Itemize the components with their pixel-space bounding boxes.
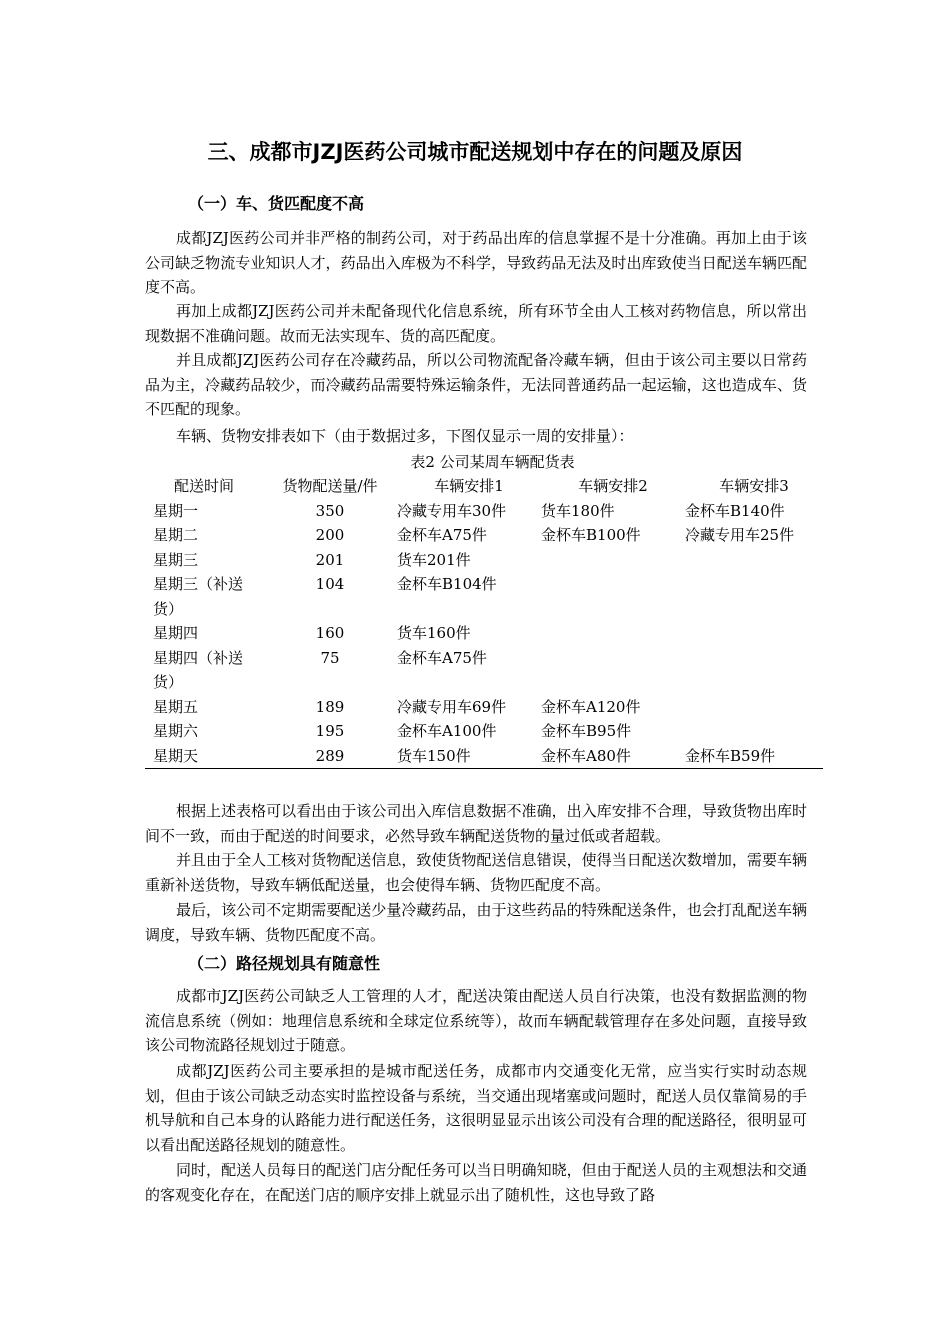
section-heading-2: （二）路径规划具有随意性	[188, 954, 381, 973]
cell-quantity: 289	[315, 746, 345, 765]
column-header: 货物配送量/件	[282, 477, 378, 495]
cell-vehicle-3: 金杯车B140件	[685, 501, 785, 520]
paragraph: 最后，该公司不定期需要配送少量冷藏药品，由于这些药品的特殊配送条件，也会打乱配送车辆调度，导致车辆、货物匹配度不高。	[145, 901, 807, 944]
column-header: 车辆安排3	[719, 477, 789, 495]
cell-vehicle-1: 金杯车A75件	[397, 526, 487, 544]
vehicle-cargo-table	[145, 474, 823, 769]
cell-day: 星期三	[153, 550, 199, 569]
table-row	[145, 572, 823, 621]
table-row	[145, 621, 823, 646]
cell-vehicle-1: 货车201件	[397, 550, 471, 569]
cell-quantity: 160	[315, 624, 345, 642]
cell-vehicle-2	[541, 572, 685, 621]
cell-vehicle-2	[541, 621, 685, 646]
cell-day: 星期四	[153, 624, 199, 642]
cell-vehicle-1: 冷藏专用车69件	[397, 697, 507, 716]
cell-quantity: 189	[315, 697, 345, 716]
paragraph: 并且成都JZJ医药公司存在冷藏药品，所以公司物流配备冷藏车辆，但由于该公司主要以日常药品为主，冷藏药品较少，而冷藏药品需要特殊运输条件，无法同普通药品一起运输，这也造成车、货不匹配的现象。	[145, 351, 807, 418]
paragraph: 同时，配送人员每日的配送门店分配任务可以当日明确知晓，但由于配送人员的主观想法和交通的客观变化存在，在配送门店的顺序安排上就显示出了随机性，这也导致了路	[145, 1161, 807, 1204]
cell-day: 星期天	[153, 746, 199, 765]
cell-quantity: 75	[320, 648, 340, 667]
table-header-row	[145, 474, 823, 499]
cell-vehicle-3: 冷藏专用车25件	[685, 526, 795, 544]
paragraph: 成都市JZJ医药公司缺乏人工管理的人才，配送决策由配送人员自行决策，也没有数据监测的物流信息系统（例如：地理信息系统和全球定位系统等），故而车辆配载管理存在多处问题，直接导致该公司物流路径规划过于随意。	[145, 987, 807, 1054]
cell-day: 星期一	[153, 501, 199, 520]
cell-vehicle-2: 金杯车A120件	[541, 697, 641, 716]
cell-quantity: 195	[315, 722, 345, 740]
column-header: 配送时间	[173, 477, 234, 495]
cell-vehicle-1: 货车160件	[397, 624, 471, 642]
cell-vehicle-3	[685, 548, 823, 573]
paragraph: 成都JZJ医药公司主要承担的是城市配送任务，成都市内交通变化无常，应当实行实时动态规划，但由于该公司缺乏动态实时监控设备与系统，当交通出现堵塞或问题时，配送人员仅靠简易的手机导航和自己本身的认路能力进行配送任务，这很明显显示出该公司没有合理的配送路径，很明显可以看出配送路径规划的随意性。	[145, 1062, 807, 1154]
cell-day: 星期二	[153, 526, 199, 544]
cell-vehicle-1: 金杯车B104件	[397, 575, 497, 593]
cell-vehicle-1: 金杯车A75件	[397, 648, 487, 667]
paragraph: 成都JZJ医药公司并非严格的制药公司，对于药品出库的信息掌握不是十分准确。再加上由于该公司缺乏物流专业知识人才，药品出入库极为不科学，导致药品无法及时出库致使当日配送车辆匹配度不高。	[145, 229, 807, 296]
paragraph: 根据上述表格可以看出由于该公司出入库信息数据不准确，出入库安排不合理，导致货物出库时间不一致，而由于配送的时间要求，必然导致车辆配送货物的量过低或者超载。	[145, 802, 807, 845]
cell-vehicle-3	[685, 646, 823, 695]
column-header: 车辆安排1	[434, 477, 504, 495]
cell-vehicle-2: 金杯车B100件	[541, 526, 641, 544]
cell-vehicle-2: 金杯车A80件	[541, 746, 631, 765]
cell-vehicle-2: 货车180件	[541, 501, 615, 520]
cell-vehicle-3	[685, 572, 823, 621]
table-row	[145, 548, 823, 573]
cell-quantity: 201	[315, 550, 345, 569]
table-row	[145, 695, 823, 720]
cell-vehicle-3	[685, 719, 823, 744]
cell-vehicle-2	[541, 646, 685, 695]
page-title: 三、成都市JZJ医药公司城市配送规划中存在的问题及原因	[207, 140, 743, 164]
cell-vehicle-1: 冷藏专用车30件	[397, 501, 507, 520]
cell-vehicle-3	[685, 695, 823, 720]
cell-day: 星期四（补送货）	[153, 648, 244, 691]
section-heading-1: （一）车、货匹配度不高	[188, 194, 365, 213]
cell-day: 星期五	[153, 697, 199, 716]
table-row	[145, 499, 823, 524]
cell-quantity: 350	[315, 501, 345, 520]
table-caption: 表2 公司某周车辆配货表	[410, 453, 575, 471]
table-row	[145, 719, 823, 744]
cell-vehicle-2: 金杯车B95件	[541, 722, 632, 740]
table-row	[145, 523, 823, 548]
paragraph: 并且由于全人工核对货物配送信息，致使货物配送信息错误，使得当日配送次数增加，需要车辆重新补送货物，导致车辆低配送量，也会使得车辆、货物匹配度不高。	[145, 851, 807, 894]
table-row	[145, 646, 823, 695]
cell-quantity: 104	[315, 575, 345, 593]
cell-day: 星期三（补送货）	[153, 575, 244, 618]
cell-vehicle-3	[685, 621, 823, 646]
cell-quantity: 200	[315, 526, 345, 544]
cell-day: 星期六	[153, 722, 199, 740]
paragraph: 车辆、货物安排表如下（由于数据过多，下图仅显示一周的安排量）：	[176, 427, 634, 445]
column-header: 车辆安排2	[578, 477, 648, 495]
cell-vehicle-1: 货车150件	[397, 746, 471, 765]
cell-vehicle-2	[541, 548, 685, 573]
table-row	[145, 744, 823, 769]
cell-vehicle-3: 金杯车B59件	[685, 746, 776, 765]
paragraph: 再加上成都JZJ医药公司并未配备现代化信息系统，所有环节全由人工核对药物信息，所以常出现数据不准确问题。故而无法实现车、货的高匹配度。	[145, 302, 807, 345]
cell-vehicle-1: 金杯车A100件	[397, 722, 497, 740]
